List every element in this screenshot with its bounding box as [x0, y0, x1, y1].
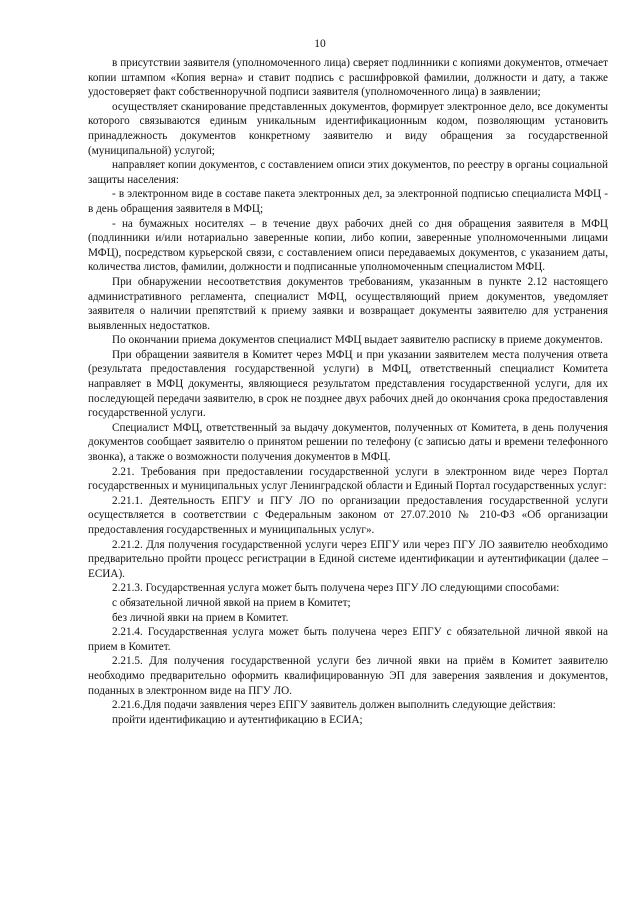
paragraph: в присутствии заявителя (уполномоченного лица) сверяет подлинники с копиями документов, отмечает копии штампом «Копия верна» и ставит подпись с расшифровкой фамилии, должности и дату, а также удостоверяет факт собственноручной подписи заявителя (уполномоченного лица) в заявлении;	[88, 57, 608, 99]
paragraph: - на бумажных носителях – в течение двух рабочих дней со дня обращения заявителя в МФЦ (подлинники и/или нотариально заверенные копии, либо копии, заверенные уполномоченными лицами МФЦ), посредством курьерской связи, с составлением описи передаваемых документов, с указанием даты, количества листов, фамилии, должности и подписанные уполномоченным специалистом МФЦ.	[88, 217, 608, 274]
document-body	[88, 56, 608, 727]
paragraph: При обнаружении несоответствия документов требованиям, указанным в пункте 2.12 настоящего административного регламента, специалист МФЦ, осуществляющий прием документов, уведомляет заявителя о наличии препятствий к приему заявки и возвращает документы заявителю для устранения выявленных недостатков.	[88, 275, 608, 332]
paragraph: 2.21. Требования при предоставлении государственной услуги в электронном виде через Портал государственных и муниципальных услуг Ленинградской области и Единый Портал государственных услуг:	[88, 465, 608, 493]
paragraph: без личной явки на прием в Комитет.	[112, 611, 289, 624]
page-number: 10	[314, 38, 326, 50]
paragraph: 2.21.2. Для получения государственной услуги через ЕПГУ или через ПГУ ЛО заявителю необходимо предварительно пройти процесс регистрации в Единой системе идентификации и аутентификации (далее – ЕСИА).	[88, 538, 608, 580]
paragraph: 2.21.5. Для получения государственной услуги без личной явки на приём в Комитет заявителю необходимо предварительно оформить квалифицированную ЭП для заверения заявления и документов, поданных в электронном виде на ПГУ ЛО.	[88, 655, 608, 697]
paragraph: направляет копии документов, с составлением описи этих документов, по реестру в органы социальной защиты населения:	[88, 159, 609, 186]
paragraph: пройти идентификацию и аутентификацию в ЕСИА;	[112, 713, 363, 726]
paragraph: 2.21.6.Для подачи заявления через ЕПГУ заявитель должен выполнить следующие действия:	[112, 699, 556, 712]
paragraph: с обязательной личной явкой на прием в Комитет;	[112, 596, 351, 609]
paragraph: 2.21.1. Деятельность ЕПГУ и ПГУ ЛО по организации предоставления государственной услуги осуществляется в соответствии с Федеральным законом от 27.07.2010 № 210-ФЗ «Об организации предоставления государственных и муниципальных услуг».	[88, 494, 608, 536]
paragraph: - в электронном виде в составе пакета электронных дел, за электронной подписью специалиста МФЦ - в день обращения заявителя в МФЦ;	[88, 188, 608, 215]
paragraph: При обращении заявителя в Комитет через МФЦ и при указании заявителем места получения ответа (результата предоставления государственной услуги) в МФЦ, ответственный специалист Комитета направляет в МФЦ документы, являющиеся результатом представления государственной услуги, для их последующей передачи заявителю, в срок не позднее двух рабочих дней до окончания срока предоставления государственной услуги.	[88, 348, 608, 420]
paragraph: 2.21.3. Государственная услуга может быть получена через ПГУ ЛО следующими способами:	[112, 582, 560, 595]
paragraph: 2.21.4. Государственная услуга может быть получена через ЕПГУ с обязательной личной явкой на прием в Комитет.	[88, 626, 608, 653]
paragraph: По окончании приема документов специалист МФЦ выдает заявителю расписку в приеме документов.	[112, 334, 603, 347]
paragraph: Специалист МФЦ, ответственный за выдачу документов, полученных от Комитета, в день получения документов сообщает заявителю о принятом решении по телефону (с записью даты и времени телефонного звонка), а также о возможности получения документов в МФЦ.	[88, 421, 608, 464]
paragraph: осуществляет сканирование представленных документов, формирует электронное дело, все документы которого связываются единым уникальным идентификационным кодом, позволяющим установить принадлежность документов конкретному заявителю и виду обращения за государственной (муниципальной) услугой;	[88, 100, 608, 157]
